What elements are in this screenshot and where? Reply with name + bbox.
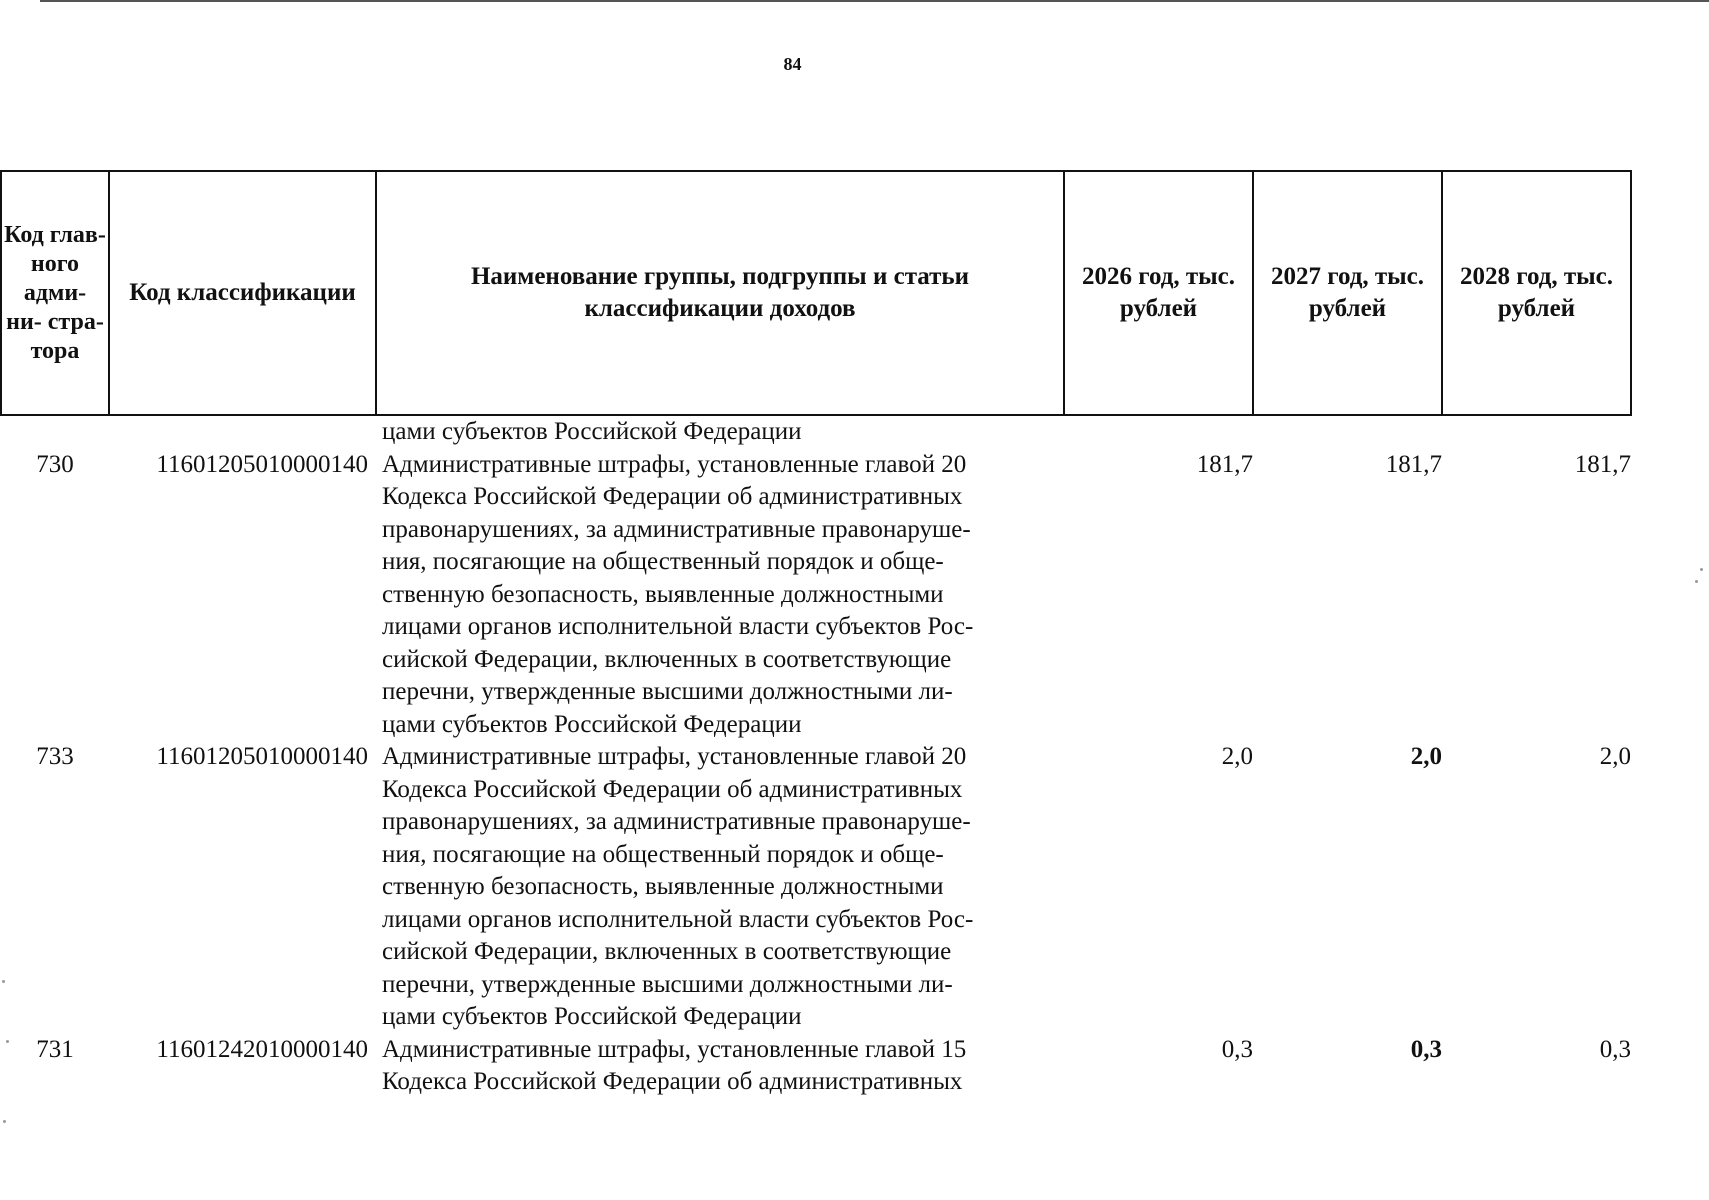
continuation-y2028-cell: [1442, 415, 1631, 449]
revenue-name-cell: [376, 1034, 1064, 1099]
name-line: лицами органов исполнительной власти субъектов Рос-: [382, 613, 974, 640]
revenue-name-cell: [376, 449, 1064, 742]
amount-2027-cell: 0,3: [1410, 1035, 1442, 1063]
header-year-2026-text: 2026 год, тыс. рублей: [1081, 263, 1236, 322]
classification-code-cell: 11601205010000140: [156, 743, 368, 770]
continuation-admin-cell: [1, 415, 109, 449]
name-line: ния, посягающие на общественный порядок и обще-: [382, 840, 944, 868]
name-line: перечни, утвержденные высшими должностными ли-: [382, 970, 953, 998]
scan-speck: [1695, 580, 1698, 583]
header-name: [376, 171, 1064, 415]
header-class-code-text: Код классификации: [129, 279, 356, 306]
name-line: правонарушениях, за административные правонаруше-: [382, 808, 971, 835]
admin-code-cell: 731: [36, 1035, 74, 1063]
name-line: Административные штрафы, установленные главой 20: [382, 450, 967, 478]
classification-code-cell: 11601242010000140: [156, 1035, 368, 1063]
name-line: ния, посягающие на общественный порядок и обще-: [382, 548, 944, 575]
name-line: цами субъектов Российской Федерации: [382, 1003, 802, 1030]
header-year-2028-text: 2028 год, тыс. рублей: [1459, 263, 1614, 322]
header-admin-code-text: Код глав- ного адми- ни- стра- тора: [4, 221, 106, 364]
amount-2028-cell: 2,0: [1599, 743, 1631, 770]
table-row: [1, 741, 1631, 1034]
amount-2026-cell: 0,3: [1221, 1035, 1253, 1063]
table-row: [1, 449, 1631, 742]
admin-code-cell: 733: [36, 743, 74, 770]
name-line: сийской Федерации, включенных в соответствующие: [382, 938, 952, 965]
continuation-name-cell: [376, 415, 1064, 449]
amount-2027-cell: 2,0: [1410, 743, 1442, 770]
name-line: Кодекса Российской Федерации об административных: [382, 483, 963, 510]
scan-speck: [1700, 568, 1703, 571]
scan-speck: [6, 1040, 9, 1043]
name-line: правонарушениях, за административные правонаруше-: [382, 515, 971, 543]
table-header-row: [1, 171, 1631, 415]
table-row: [1, 1034, 1631, 1099]
continuation-y2027-cell: [1253, 415, 1442, 449]
name-line: сийской Федерации, включенных в соответствующие: [382, 645, 952, 673]
header-year-2027: [1253, 171, 1442, 415]
continuation-line: цами субъектов Российской Федерации: [382, 418, 802, 445]
name-line: Административные штрафы, установленные главой 20: [382, 743, 967, 770]
name-line: Административные штрафы, установленные главой 15: [382, 1035, 967, 1063]
page-number: 84: [783, 54, 802, 74]
revenue-table: [0, 170, 1632, 1099]
scan-speck: [3, 1120, 6, 1123]
revenue-name-cell: [376, 741, 1064, 1034]
name-line: Кодекса Российской Федерации об административных: [382, 775, 963, 803]
header-year-2027-text: 2027 год, тыс. рублей: [1270, 263, 1425, 322]
name-line: ственную безопасность, выявленные должностными: [382, 873, 944, 900]
page-top-border: [40, 0, 1709, 2]
continuation-row: [1, 415, 1631, 449]
name-line: перечни, утвержденные высшими должностными ли-: [382, 678, 953, 705]
name-line: ственную безопасность, выявленные должностными: [382, 580, 944, 608]
header-admin-code: [1, 171, 109, 415]
amount-2026-cell: 181,7: [1196, 450, 1253, 478]
admin-code-cell: 730: [36, 450, 74, 478]
continuation-y2026-cell: [1064, 415, 1253, 449]
scan-speck: [2, 980, 5, 983]
name-line: лицами органов исполнительной власти субъектов Рос-: [382, 905, 974, 933]
amount-2028-cell: 0,3: [1599, 1035, 1631, 1063]
header-year-2026: [1064, 171, 1253, 415]
classification-code-cell: 11601205010000140: [156, 450, 368, 478]
name-line: цами субъектов Российской Федерации: [382, 710, 802, 738]
header-name-text: Наименование группы, подгруппы и статьи классификации доходов: [470, 263, 970, 322]
name-line: Кодекса Российской Федерации об административных: [382, 1068, 963, 1095]
amount-2028-cell: 181,7: [1574, 450, 1631, 478]
header-class-code: [109, 171, 376, 415]
amount-2026-cell: 2,0: [1221, 743, 1253, 770]
amount-2027-cell: 181,7: [1385, 450, 1442, 478]
header-year-2028: [1442, 171, 1631, 415]
continuation-code-cell: [109, 415, 376, 449]
